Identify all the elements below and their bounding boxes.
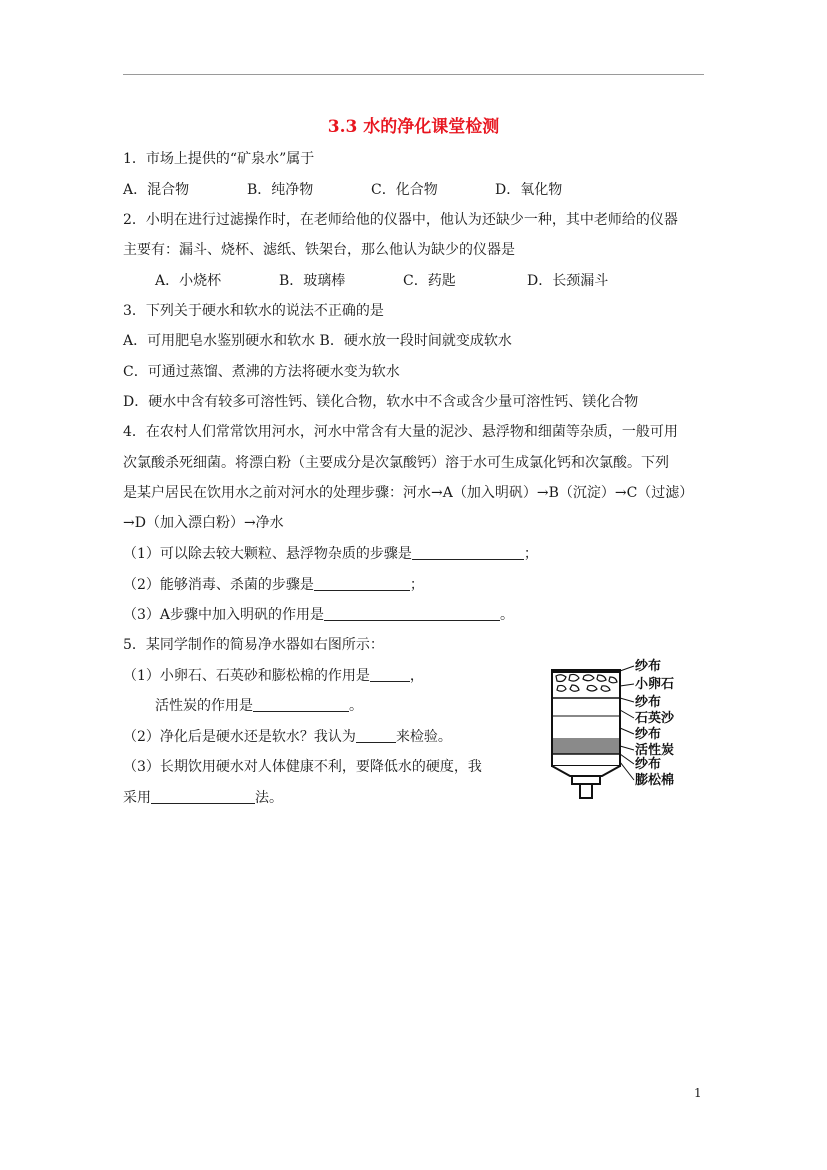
q1-option-b: B．纯净物: [247, 182, 314, 198]
q2-options: [155, 272, 608, 290]
q4-sub1-text: （1）可以除去较大颗粒、悬浮物杂质的步骤是: [123, 546, 412, 562]
q3-option-d: D．硬水中含有较多可溶性钙、镁化合物，软水中不含或含少量可溶性钙、镁化合物: [123, 394, 639, 410]
q4-sub2: [123, 576, 424, 594]
q5-sub1b-answer-blank[interactable]: [253, 697, 349, 712]
q5-sub1a-comma: ，: [409, 668, 424, 684]
q5-stem: 5．某同学制作的简易净水器如右图所示：: [123, 637, 384, 653]
figure-labels: [635, 658, 675, 788]
q5-sub3b-text: 采用: [123, 790, 151, 806]
q3-options-ab: A．可用肥皂水鉴别硬水和软水 B．硬水放一段时间就变成软水: [123, 333, 512, 349]
q4-stem-line1: 4．在农村人们常常饮用河水，河水中常含有大量的泥沙、悬浮物和细菌等杂质，一般可用: [123, 424, 678, 440]
q2-option-b: B．玻璃棒: [279, 273, 346, 289]
label-gauze-4: 纱布: [635, 757, 662, 772]
label-gauze-1: 纱布: [635, 659, 662, 674]
q4-stem-line4: →D（加入漂白粉）→净水: [123, 515, 284, 531]
q5-sub1a-text: （1）小卵石、石英砂和膨松棉的作用是: [123, 668, 370, 684]
activated-carbon-layer: [553, 738, 619, 754]
purifier-bottle: [552, 670, 620, 798]
q2-stem-line1: 2．小明在进行过滤操作时，在老师给他的仪器中，他认为还缺少一种，其中老师给的仪器: [123, 212, 678, 228]
q4-sub2-semicolon: ；: [409, 577, 424, 593]
q1-option-c: C．化合物: [371, 182, 438, 198]
q4-sub3: [123, 606, 514, 624]
q3-option-c: C．可通过蒸馏、煮沸的方法将硬水变为软水: [123, 364, 400, 380]
q5-sub3a: （3）长期饮用硬水对人体健康不利，要降低水的硬度，我: [123, 759, 482, 775]
q4-stem-line2: 次氯酸杀死细菌。将漂白粉（主要成分是次氯酸钙）溶于水可生成氯化钙和次氯酸。下列: [123, 455, 669, 471]
q1-options: [123, 181, 562, 199]
q1-option-d: D．氧化物: [495, 182, 563, 198]
q2-option-a: A．小烧杯: [155, 273, 222, 289]
q4-sub3-answer-blank[interactable]: [324, 606, 500, 621]
q5-sub2-end: 来检验。: [395, 729, 452, 745]
q2-stem-line2: 主要有：漏斗、烧杯、滤纸、铁架台，那么他认为缺少的仪器是: [123, 242, 515, 258]
q5-sub1b-text: 活性炭的作用是: [155, 698, 253, 714]
q2-option-c: C．药匙: [403, 273, 456, 289]
q3-stem: 3．下列关于硬水和软水的说法不正确的是: [123, 303, 384, 319]
label-quartz-sand: 石英沙: [635, 711, 675, 726]
q5-sub1b-period: 。: [349, 698, 363, 714]
label-cotton: 膨松棉: [635, 773, 675, 788]
page-title: 3.3 水的净化课堂检测: [327, 117, 500, 137]
q4-stem-line3: 是某户居民在饮用水之前对河水的处理步骤：河水→A（加入明矾）→B（沉淀）→C（过滤）: [123, 485, 694, 501]
q5-sub3-end: 法。: [255, 790, 283, 806]
label-pebbles: 小卵石: [635, 677, 675, 692]
q5-sub3b: [123, 789, 283, 807]
q5-sub1a-answer-blank[interactable]: [370, 667, 410, 682]
q4-sub3-period: 。: [500, 607, 515, 623]
q5-sub1b: [155, 697, 363, 715]
q4-sub2-answer-blank[interactable]: [314, 576, 410, 591]
q5-sub3-answer-blank[interactable]: [151, 789, 255, 804]
water-purifier-figure: [540, 652, 690, 802]
q5-sub1a: [123, 667, 424, 685]
q5-sub2-answer-blank[interactable]: [356, 728, 396, 743]
q5-sub2: [123, 728, 452, 746]
q5-sub2-text: （2）净化后是硬水还是软水？我认为: [123, 729, 356, 745]
label-activated-carbon: 活性炭: [635, 743, 675, 758]
q4-sub1-semicolon: ；: [523, 546, 538, 562]
label-gauze-2: 纱布: [635, 695, 662, 710]
q4-sub1-answer-blank[interactable]: [412, 545, 524, 560]
figure-leader-lines: [620, 666, 634, 780]
q4-sub1: [123, 545, 538, 563]
page-number: 1: [694, 1086, 702, 1100]
label-gauze-3: 纱布: [635, 727, 662, 742]
q4-sub3-text: （3）A步骤中加入明矾的作用是: [123, 607, 325, 623]
q1-stem: 1．市场上提供的“矿泉水”属于: [123, 151, 315, 167]
q1-option-a: A．混合物: [123, 182, 190, 198]
q2-option-d: D．长颈漏斗: [527, 273, 609, 289]
q4-sub2-text: （2）能够消毒、杀菌的步骤是: [123, 577, 314, 593]
header-rule: [123, 74, 704, 75]
